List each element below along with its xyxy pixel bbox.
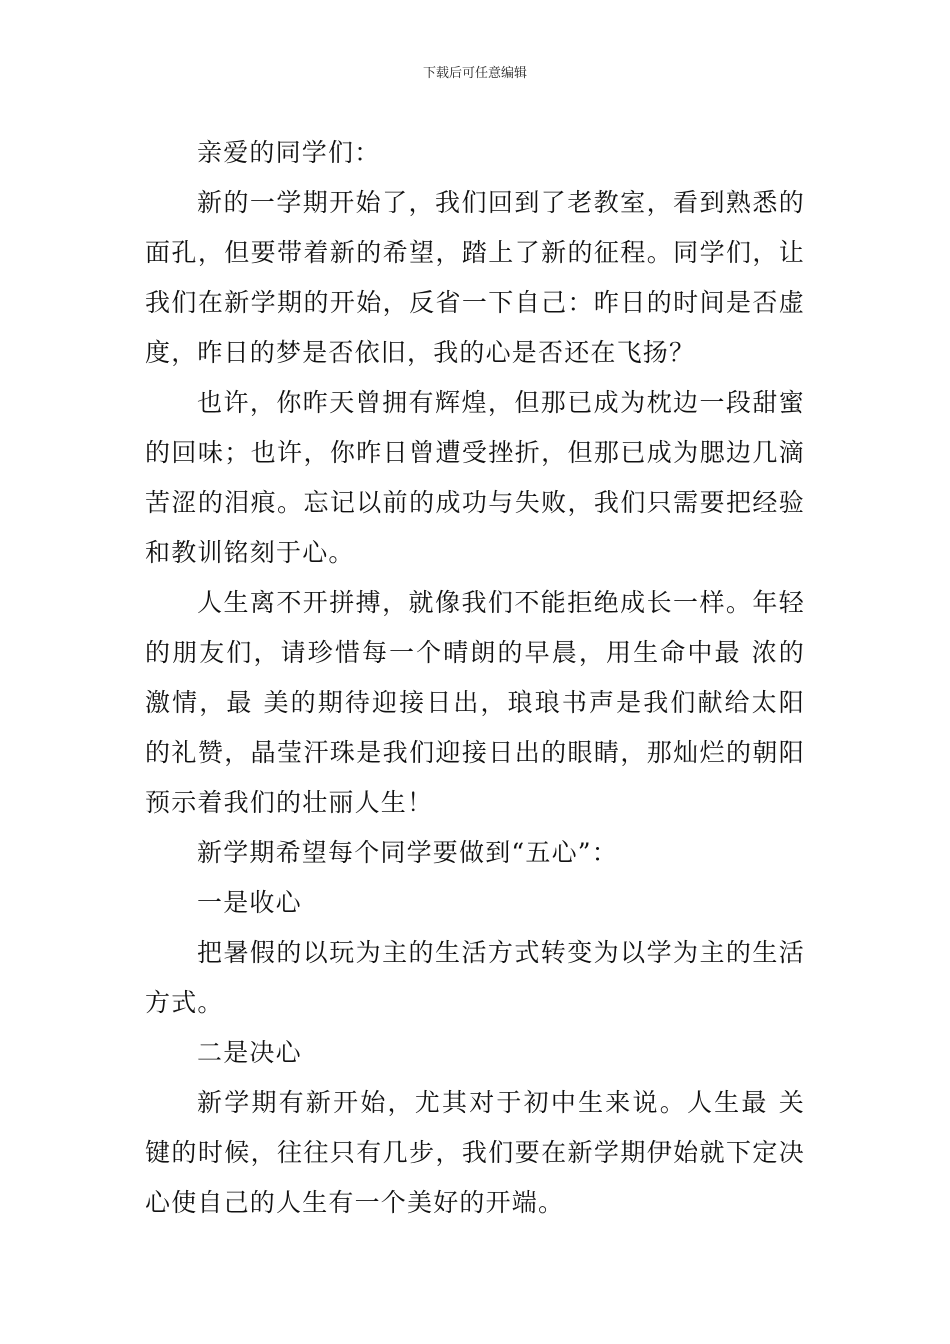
document-body [145,128,805,1228]
body-paragraph: 人生离不开拼搏，就像我们不能拒绝成长一样。年轻的朋友们，请珍惜每一个晴朗的早晨，用生命中最 浓的激情，最 美的期待迎接日出，琅琅书声是我们献给太阳的礼赞，晶莹汗珠是我们迎接日出的眼睛，那灿烂的朝阳预示着我们的壮丽人生！ [145,588,805,817]
body-paragraph: 也许，你昨天曾拥有辉煌，但那已成为枕边一段甜蜜的回味；也许，你昨日曾遭受挫折，但那已成为腮边几滴苦涩的泪痕。忘记以前的成功与失败，我们只需要把经验和教训铭刻于心。 [145,388,805,567]
body-paragraph: 新的一学期开始了，我们回到了老教室，看到熟悉的面孔，但要带着新的希望，踏上了新的征程。同学们，让我们在新学期的开始，反省一下自己：昨日的时间是否虚度，昨日的梦是否依旧，我的心是否还在飞扬？ [145,188,805,367]
page-header: 下载后可任意编辑 [422,66,527,81]
section-heading: 一是收心 [197,888,302,917]
body-paragraph: 新学期有新开始，尤其对于初中生来说。人生最 关键的时候，往往只有几步，我们要在新学期伊始就下定决心使自己的人生有一个美好的开端。 [145,1088,805,1217]
body-paragraph: 新学期希望每个同学要做到“五心”： [197,838,618,867]
salutation-paragraph: 亲爱的同学们： [197,138,381,167]
body-paragraph: 把暑假的以玩为主的生活方式转变为以学为主的生活方式。 [145,938,805,1017]
section-heading: 二是决心 [197,1038,302,1067]
